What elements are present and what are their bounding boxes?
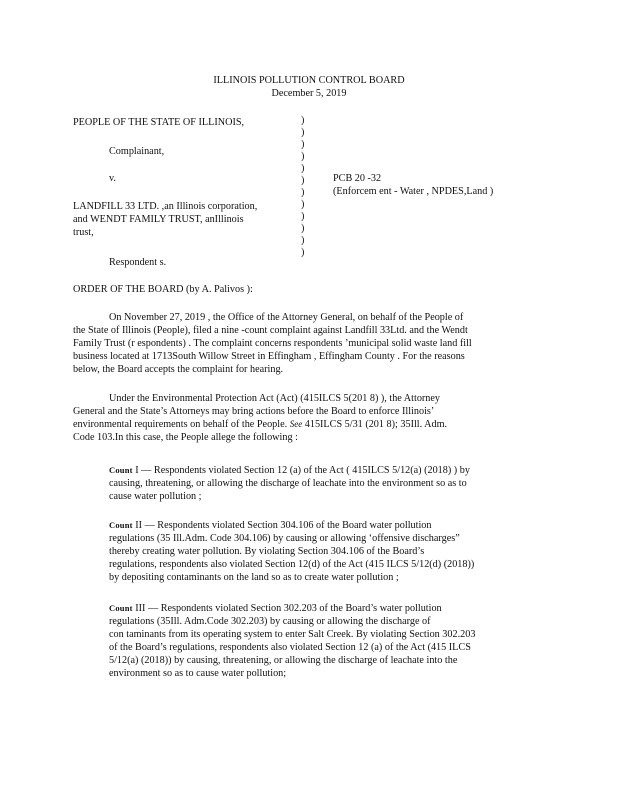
p2-line — [73, 418, 447, 431]
caption-plaintiff: PEOPLE OF THE STATE OF ILLINOIS, — [73, 117, 245, 128]
caption-defendant-line1: LANDFILL 33 LTD. ,an Illinois corporation, — [73, 201, 258, 212]
caption-paren: ) — [301, 199, 305, 210]
count-3-line: of the Board’s regulations, respondents also violated Section 12 (a) of the Act (415 ILCS — [109, 642, 471, 653]
p1-line: Family Trust (r espondents) . The complaint concerns respondents ’municipal solid waste land fill — [73, 338, 472, 349]
caption-versus: v. — [109, 173, 116, 184]
count-3-line: 5/12(a) (2018)) by causing, threatening, or allowing the discharge of leachate into the — [109, 655, 458, 666]
count-2-line — [109, 519, 431, 532]
p1-line: business located at 1713South Willow Street in Effingham , Effingham County . For the reasons — [73, 351, 465, 362]
count-label: Count — [109, 465, 133, 475]
p2-line: Code 103.In this case, the People allege the following : — [73, 432, 298, 443]
caption-paren: ) — [301, 115, 305, 126]
count-label: Count — [109, 603, 133, 613]
caption-paren: ) — [301, 211, 305, 222]
caption-paren: ) — [301, 223, 305, 234]
caption-respondents: Respondent s. — [109, 257, 167, 268]
count-1-line: cause water pollution ; — [109, 491, 202, 502]
caption-paren-column — [301, 115, 311, 259]
caption-paren: ) — [301, 139, 305, 150]
p2-line-text: environmental requirements on behalf of the People. — [73, 419, 288, 430]
caption-paren: ) — [301, 151, 305, 162]
caption-defendant-line3: trust, — [73, 227, 94, 238]
count-1-text: I — Respondents violated Section 12 (a) of the Act ( 415ILCS 5/12(a) (2018) ) by — [135, 465, 470, 476]
caption-paren: ) — [301, 163, 305, 174]
p2-line: Under the Environmental Protection Act (Act) (415ILCS 5(201 8) ), the Attorney — [109, 393, 441, 404]
p1-line: below, the Board accepts the complaint for hearing. — [73, 364, 284, 375]
count-2-line: thereby creating water pollution. By violating Section 304.106 of the Board’s — [109, 546, 425, 557]
count-3-line — [109, 602, 442, 615]
caption-paren: ) — [301, 175, 305, 186]
count-label: Count — [109, 520, 133, 530]
caption-paren: ) — [301, 247, 305, 258]
count-2-line: regulations, respondents also violated Section 12(d) of the Act (415 ILCS 5/12(d) (2018)) — [109, 559, 475, 570]
case-type: (Enforcem ent - Water , NPDES,Land ) — [333, 186, 494, 197]
board-title: ILLINOIS POLLUTION CONTROL BOARD — [213, 75, 405, 86]
case-number: PCB 20 -32 — [333, 173, 382, 184]
count-3-line: environment so as to cause water pollution; — [109, 668, 287, 679]
caption-defendant-line2: and WENDT FAMILY TRUST, anIllinois — [73, 214, 244, 225]
count-3-line: regulations (35Ill. Adm.Code 302.203) by causing or allowing the discharge of — [109, 616, 431, 627]
count-2-line: by depositing contaminants on the land so as to create water pollution ; — [109, 572, 399, 583]
count-2-line: regulations (35 Ill.Adm. Code 304.106) by causing or allowing ‘offensive discharges” — [109, 533, 460, 544]
caption-paren: ) — [301, 187, 305, 198]
order-date: December 5, 2019 — [271, 88, 347, 99]
count-3-line: con taminants from its operating system to enter Salt Creek. By violating Section 302.203 — [109, 629, 476, 640]
p1-line: the State of Illinois (People), filed a nine -count complaint against Landfill 33Ltd. and the Wendt — [73, 325, 468, 336]
caption-paren: ) — [301, 127, 305, 138]
p2-line-citation: 415ILCS 5/31 (201 8); 35Ill. Adm. — [304, 419, 448, 430]
caption-paren: ) — [301, 235, 305, 246]
p1-line: On November 27, 2019 , the Office of the Attorney General, on behalf of the People of — [109, 312, 464, 323]
see-signal: See — [289, 419, 303, 429]
caption-complainant: Complainant, — [109, 146, 165, 157]
p2-line: General and the State’s Attorneys may bring actions before the Board to enforce Illinois’ — [73, 406, 435, 417]
count-3-text: III — Respondents violated Section 302.203 of the Board’s water pollution — [135, 603, 442, 614]
count-2-text: II — Respondents violated Section 304.106 of the Board water pollution — [135, 520, 432, 531]
order-heading: ORDER OF THE BOARD (by A. Palivos ): — [73, 284, 253, 295]
count-1-line — [109, 464, 470, 477]
count-1-line: causing, threatening, or allowing the discharge of leachate into the environment so as to — [109, 478, 467, 489]
